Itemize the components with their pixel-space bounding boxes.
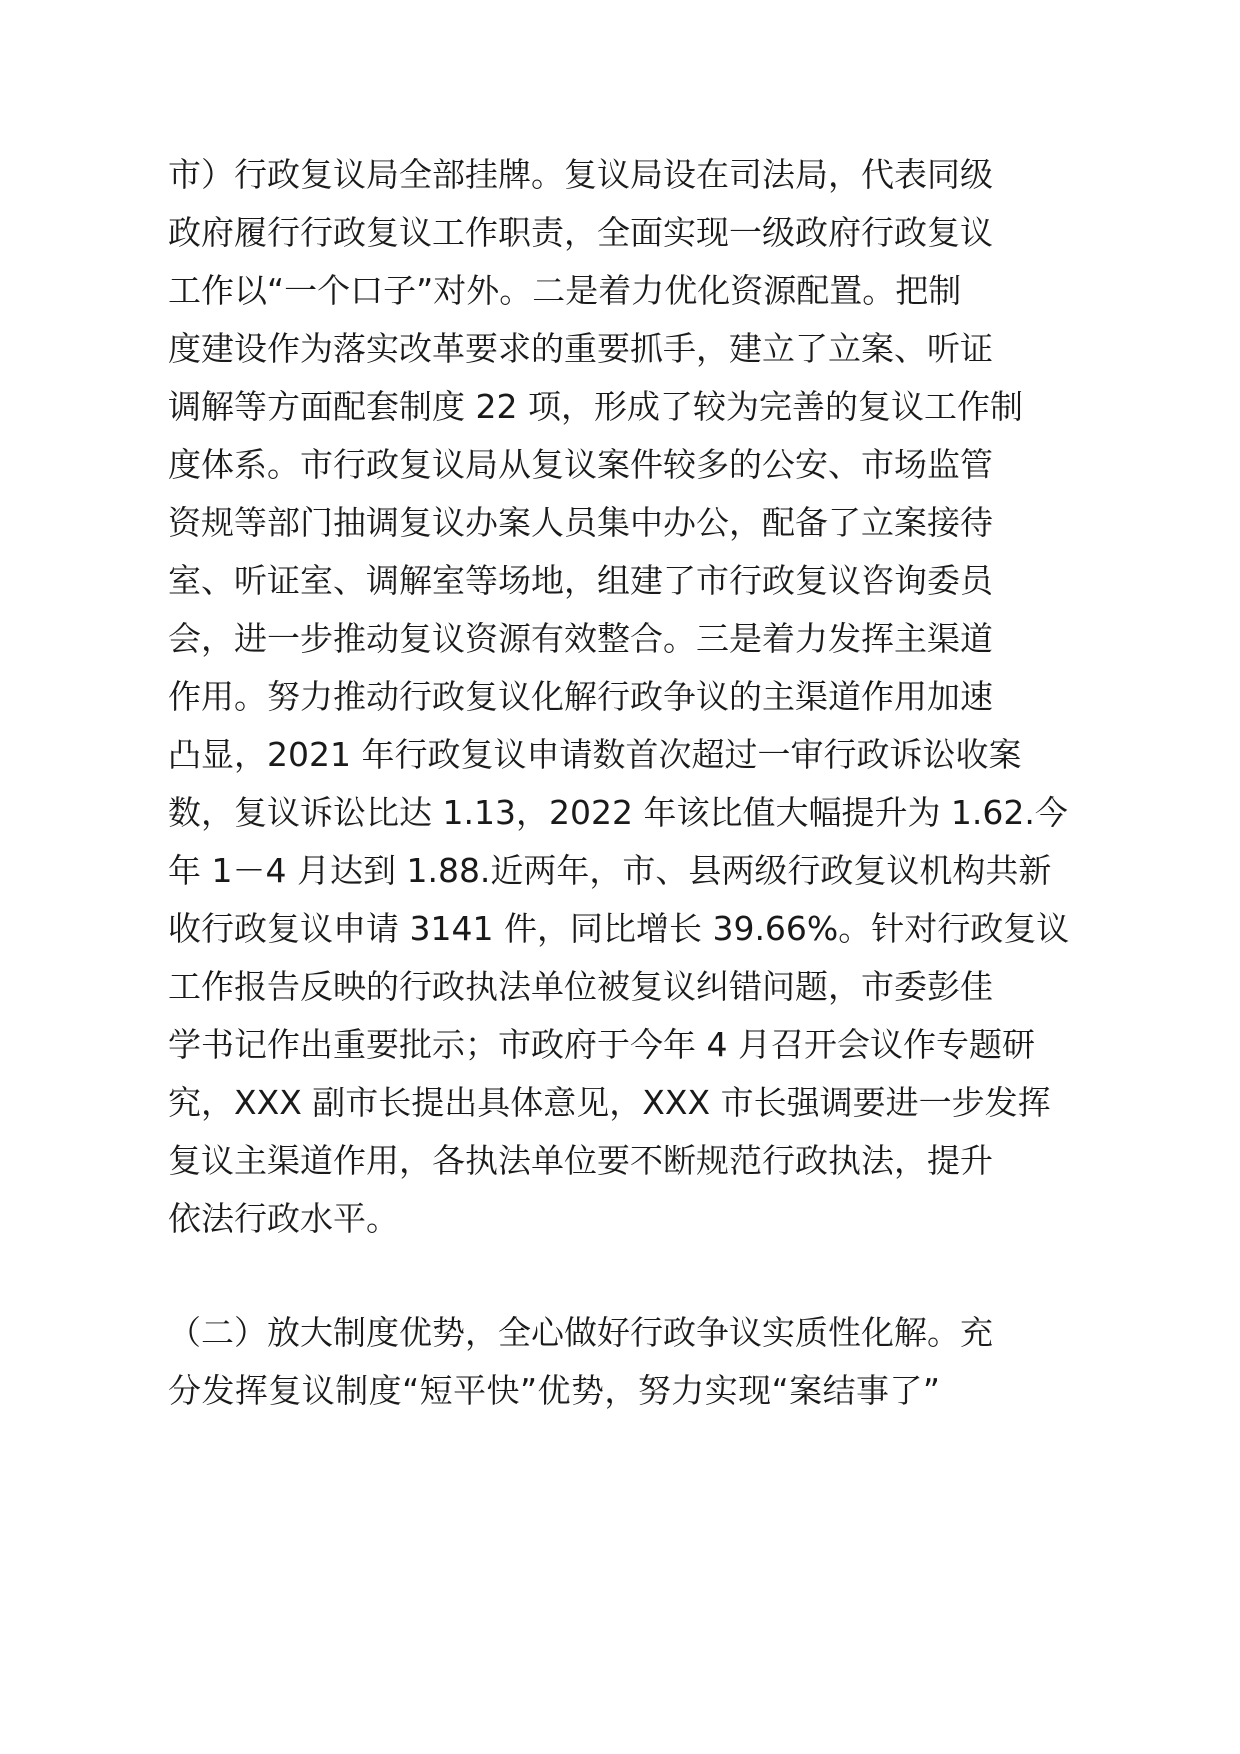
text-line: 收行政复议申请 3141 件，同比增长 39.66%。针对行政复议 bbox=[168, 909, 1070, 948]
text-line: 度体系。市行政复议局从复议案件较多的公安、市场监管 bbox=[168, 445, 993, 484]
text-line: 资规等部门抽调复议办案人员集中办公，配备了立案接待 bbox=[168, 503, 993, 542]
text-line: 年 1－4 月达到 1.88.近两年，市、县两级行政复议机构共新 bbox=[168, 851, 1052, 890]
paragraph-2 bbox=[168, 1304, 993, 1420]
text-line: 市）行政复议局全部挂牌。复议局设在司法局，代表同级 bbox=[168, 155, 993, 194]
text-line: 学书记作出重要批示；市政府于今年 4 月召开会议作专题研 bbox=[168, 1025, 1035, 1064]
text-line: 凸显，2021 年行政复议申请数首次超过一审行政诉讼收案 bbox=[168, 735, 1022, 774]
text-line: 依法行政水平。 bbox=[168, 1199, 399, 1238]
section-heading-line: （二）放大制度优势，全心做好行政争议实质性化解。充 bbox=[168, 1313, 993, 1352]
text-line: 工作以“一个口子”对外。二是着力优化资源配置。把制 bbox=[168, 271, 962, 310]
text-line: 工作报告反映的行政执法单位被复议纠错问题，市委彭佳 bbox=[168, 967, 993, 1006]
text-line: 政府履行行政复议工作职责，全面实现一级政府行政复议 bbox=[168, 213, 993, 252]
text-line: 分发挥复议制度“短平快”优势，努力实现“案结事了” bbox=[168, 1371, 940, 1410]
text-line: 度建设作为落实改革要求的重要抓手，建立了立案、听证 bbox=[168, 329, 993, 368]
text-line: 会，进一步推动复议资源有效整合。三是着力发挥主渠道 bbox=[168, 619, 993, 658]
text-line: 室、听证室、调解室等场地，组建了市行政复议咨询委员 bbox=[168, 561, 993, 600]
text-line: 复议主渠道作用，各执法单位要不断规范行政执法，提升 bbox=[168, 1141, 993, 1180]
text-line: 数，复议诉讼比达 1.13，2022 年该比值大幅提升为 1.62.今 bbox=[168, 793, 1068, 832]
text-line: 作用。努力推动行政复议化解行政争议的主渠道作用加速 bbox=[168, 677, 993, 716]
text-line: 调解等方面配套制度 22 项，形成了较为完善的复议工作制 bbox=[168, 387, 1023, 426]
paragraph-1 bbox=[168, 146, 1070, 1248]
text-line: 究，XXX 副市长提出具体意见，XXX 市长强调要进一步发挥 bbox=[168, 1083, 1051, 1122]
